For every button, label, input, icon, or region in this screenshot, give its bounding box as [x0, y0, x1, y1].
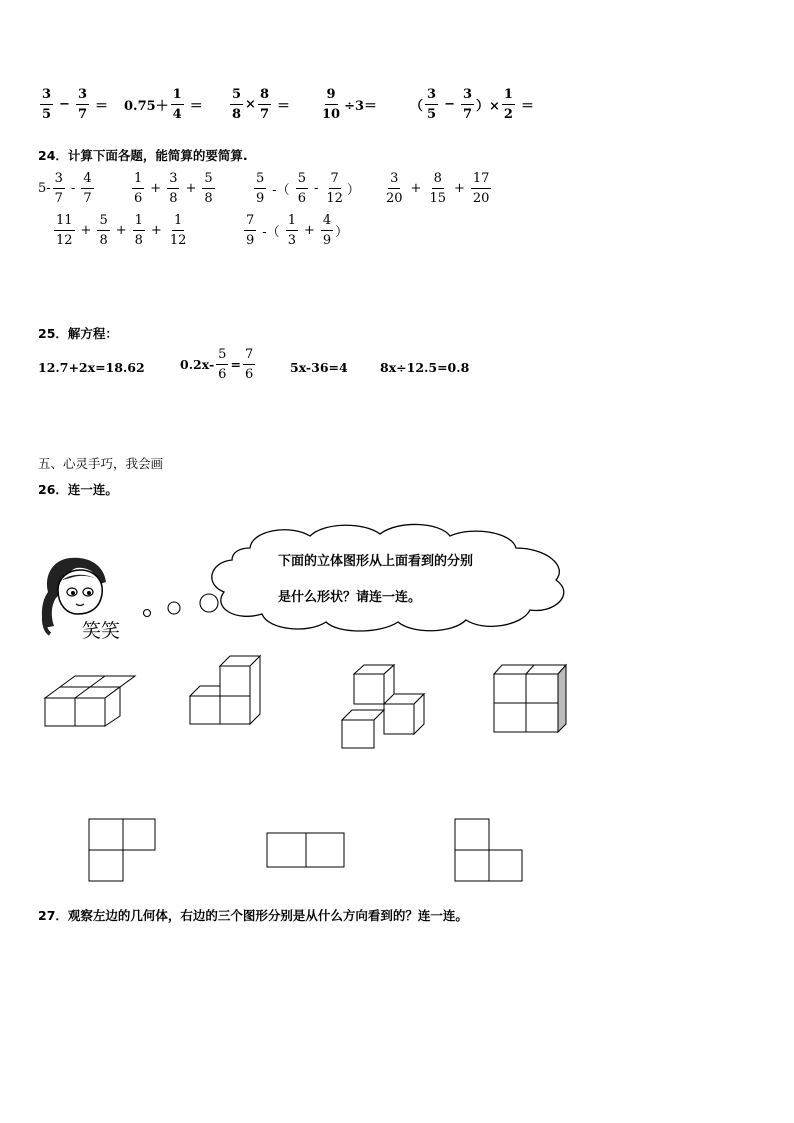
thought-bubble — [140, 518, 590, 638]
solid-figure-4 — [490, 662, 570, 734]
girl-name-label: 笑笑 — [82, 620, 121, 642]
q25-title: 25．解方程： — [38, 326, 118, 341]
equation-3: 5x-36=4 — [290, 360, 348, 375]
top-view-2 — [264, 830, 348, 870]
q26-title: 26．连一连。 — [38, 482, 118, 497]
fraction: $\frac{3}{7}$ — [77, 87, 87, 122]
q24-title: 24．计算下面各题，能简算的要简算. — [38, 148, 248, 163]
top-view-3 — [452, 816, 526, 884]
q24-expr-c: $\frac{5}{9}$ -（ $\frac{5}{6}$ - $\frac{7}{12}$ ） — [256, 171, 360, 206]
expr-row-1-e: （ $\frac{3}{5}$ − $\frac{3}{7}$ ）× $\frac{1}{2}$ ＝ — [410, 87, 534, 122]
expr-row-1-c: $\frac{5}{8}$ × $\frac{8}{7}$ ＝ — [232, 87, 291, 122]
equation-2: 0.2x- $\frac{5}{6}$ = $\frac{7}{6}$ — [180, 347, 254, 382]
solid-figure-1 — [40, 668, 130, 730]
q24-expr-f: $\frac{7}{9}$ -（ $\frac{1}{3}$ + $\frac{4}{9}$ ） — [246, 213, 349, 248]
top-view-1 — [86, 816, 158, 884]
q24-expr-a: 5- $\frac{3}{7}$ - $\frac{4}{7}$ — [38, 171, 92, 206]
solid-figure-2 — [186, 652, 266, 730]
expr-row-1-b: 0.75＋ $\frac{1}{4}$ ＝ — [124, 87, 203, 122]
expr-row-1: $\frac{3}{5}$ − $\frac{3}{7}$ ＝ — [42, 87, 109, 122]
solid-figure-3 — [338, 662, 428, 752]
equation-1: 12.7+2x=18.62 — [38, 360, 145, 375]
equation-4: 8x÷12.5=0.8 — [380, 360, 470, 375]
q27-title: 27．观察左边的几何体，右边的三个图形分别是从什么方向看到的？连一连。 — [38, 908, 468, 923]
bubble-line-1: 下面的立体图形从上面看到的分别 — [278, 554, 474, 569]
q24-expr-d: $\frac{3}{20}$ + $\frac{8}{15}$ + $\frac{17}{20}$ — [386, 171, 490, 206]
bubble-line-2: 是什么形状？请连一连。 — [278, 590, 422, 605]
expr-row-1-d: $\frac{9}{10}$ ÷3＝ — [322, 87, 378, 122]
q24-expr-b: $\frac{1}{6}$ + $\frac{3}{8}$ + $\frac{5}{8}$ — [134, 171, 213, 206]
section-5-title: 五、心灵手巧，我会画 — [38, 456, 164, 471]
fraction: $\frac{3}{5}$ — [42, 87, 52, 122]
q24-expr-e: $\frac{11}{12}$ + $\frac{5}{8}$ + $\frac{1}{8}$ + $\frac{1}{12}$ — [56, 213, 187, 248]
